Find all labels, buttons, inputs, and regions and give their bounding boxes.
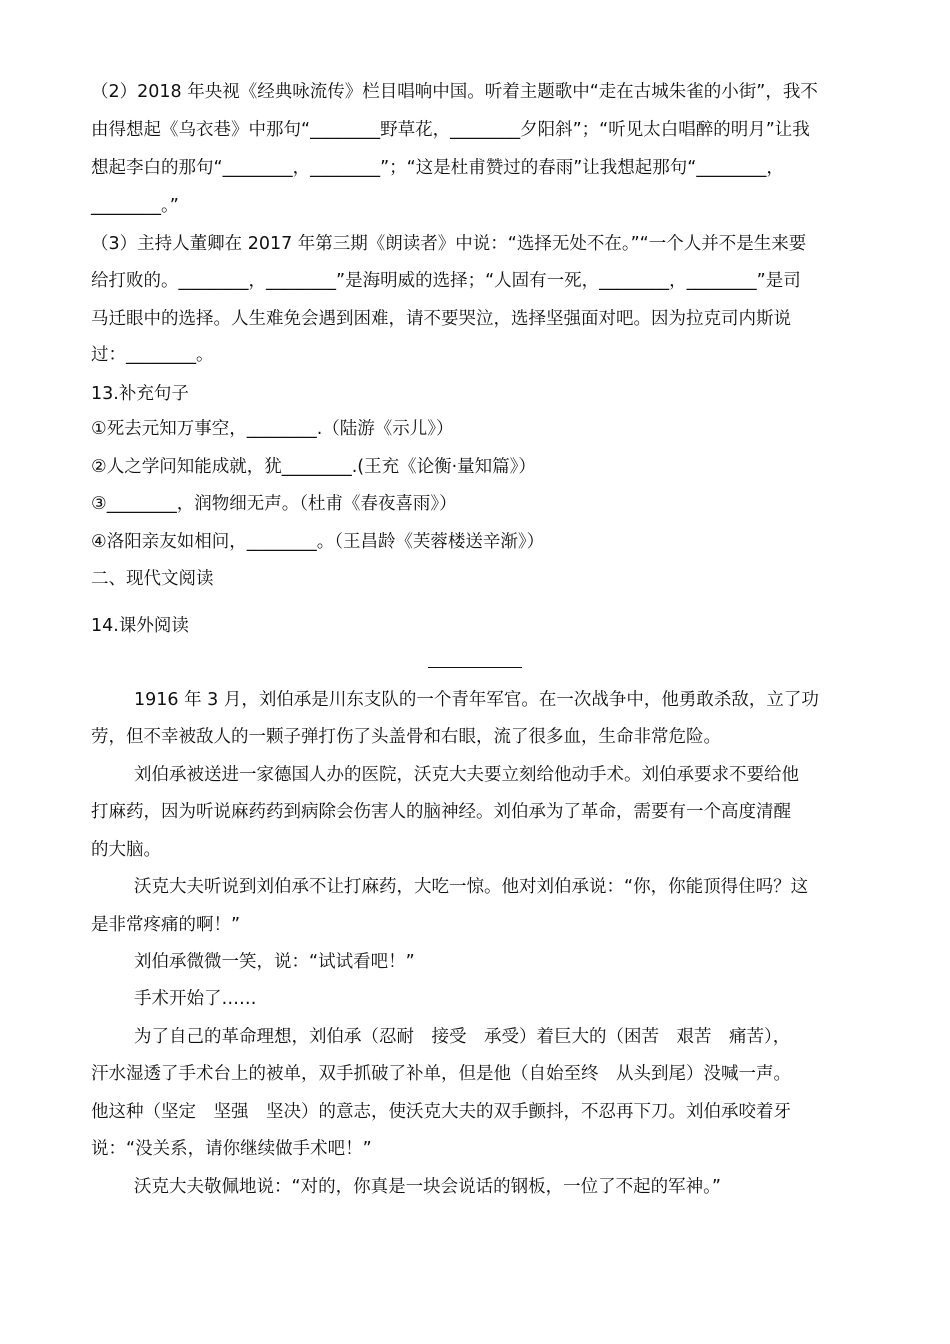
passage-line-13: 说：“没关系，请你继续做手术吧！” <box>91 1139 372 1159</box>
passage-line-12: 他这种（坚定 坚强 坚决）的意志，使沃克大夫的双手颤抖，不忍再下刀。刘伯承咬着牙 <box>91 1102 791 1122</box>
passage-line-11: 汗水湿透了手术台上的被单，双手抓破了补单，但是他（自始至终 从头到尾）没喊一声。 <box>91 1064 791 1084</box>
passage-line-3: 刘伯承被送进一家德国人办的医院，沃克大夫要立刻给他动手术。刘伯承要求不要给他 <box>134 765 799 785</box>
passage-line-1: 1916 年 3 月，刘伯承是川东支队的一个青年军官。在一次战争中，他勇敢杀敌，立了功 <box>134 690 819 710</box>
passage-line-5: 的大脑。 <box>91 840 161 860</box>
q12-part3-line-3: 马迁眼中的选择。人生难免会遇到困难，请不要哭泣，选择坚强面对吧。因为拉克司内斯说 <box>91 309 791 329</box>
q13-heading: 13.补充句子 <box>91 384 189 404</box>
passage-line-7: 是非常疼痛的啊！” <box>91 915 241 935</box>
q12-part2-line-4: ________。” <box>91 196 179 216</box>
q12-part2-line-2: 由得想起《乌衣巷》中那句“________野草花，________夕阳斜”；“听见太白唱醉的明月”让我 <box>91 120 810 140</box>
passage-line-4: 打麻药，因为听说麻药药到病除会伤害人的脑神经。刘伯承为了革命，需要有一个高度清醒 <box>91 802 791 822</box>
passage-line-14: 沃克大夫敬佩地说：“对的，你真是一块会说话的钢板，一位了不起的军神。” <box>134 1177 721 1197</box>
passage-title-blank <box>428 667 522 668</box>
section-two-heading: 二、现代文阅读 <box>91 569 214 589</box>
q13-item-1: ①死去元知万事空，________.（陆游《示儿》） <box>91 419 454 439</box>
q12-part2-line-3: 想起李白的那句“________，________”；“这是杜甫赞过的春雨”让我想起那句“________， <box>91 158 784 178</box>
passage-line-9: 手术开始了…… <box>134 989 257 1009</box>
passage-line-6: 沃克大夫听说到刘伯承不让打麻药，大吃一惊。他对刘伯承说：“你，你能顶得住吗？这 <box>134 877 809 897</box>
q12-part2-line-1: （2）2018 年央视《经典咏流传》栏目唱响中国。听着主题歌中“走在古城朱雀的小街”，我不 <box>91 82 818 102</box>
q13-item-3: ③________，润物细无声。（杜甫《春夜喜雨》） <box>91 494 457 514</box>
q13-item-4: ④洛阳亲友如相问，________。（王昌龄《芙蓉楼送辛渐》） <box>91 532 545 552</box>
passage-line-10: 为了自己的革命理想，刘伯承（忍耐 接受 承受）着巨大的（困苦 艰苦 痛苦）， <box>134 1027 791 1047</box>
q12-part3-line-4: 过：________。 <box>91 345 214 365</box>
q13-item-2: ②人之学问知能成就，犹________.(王充《论衡·量知篇》） <box>91 457 536 477</box>
passage-line-8: 刘伯承微微一笑，说：“试试看吧！” <box>134 952 415 972</box>
q12-part3-line-1: （3）主持人董卿在 2017 年第三期《朗读者》中说：“选择无处不在。”“一个人并不是生来要 <box>91 234 807 254</box>
q14-heading: 14.课外阅读 <box>91 616 189 636</box>
passage-line-2: 劳，但不幸被敌人的一颗子弹打伤了头盖骨和右眼，流了很多血，生命非常危险。 <box>91 727 721 747</box>
q12-part3-line-2: 给打败的。________，________”是海明威的选择；“人固有一死，________，________”是司 <box>91 271 801 291</box>
